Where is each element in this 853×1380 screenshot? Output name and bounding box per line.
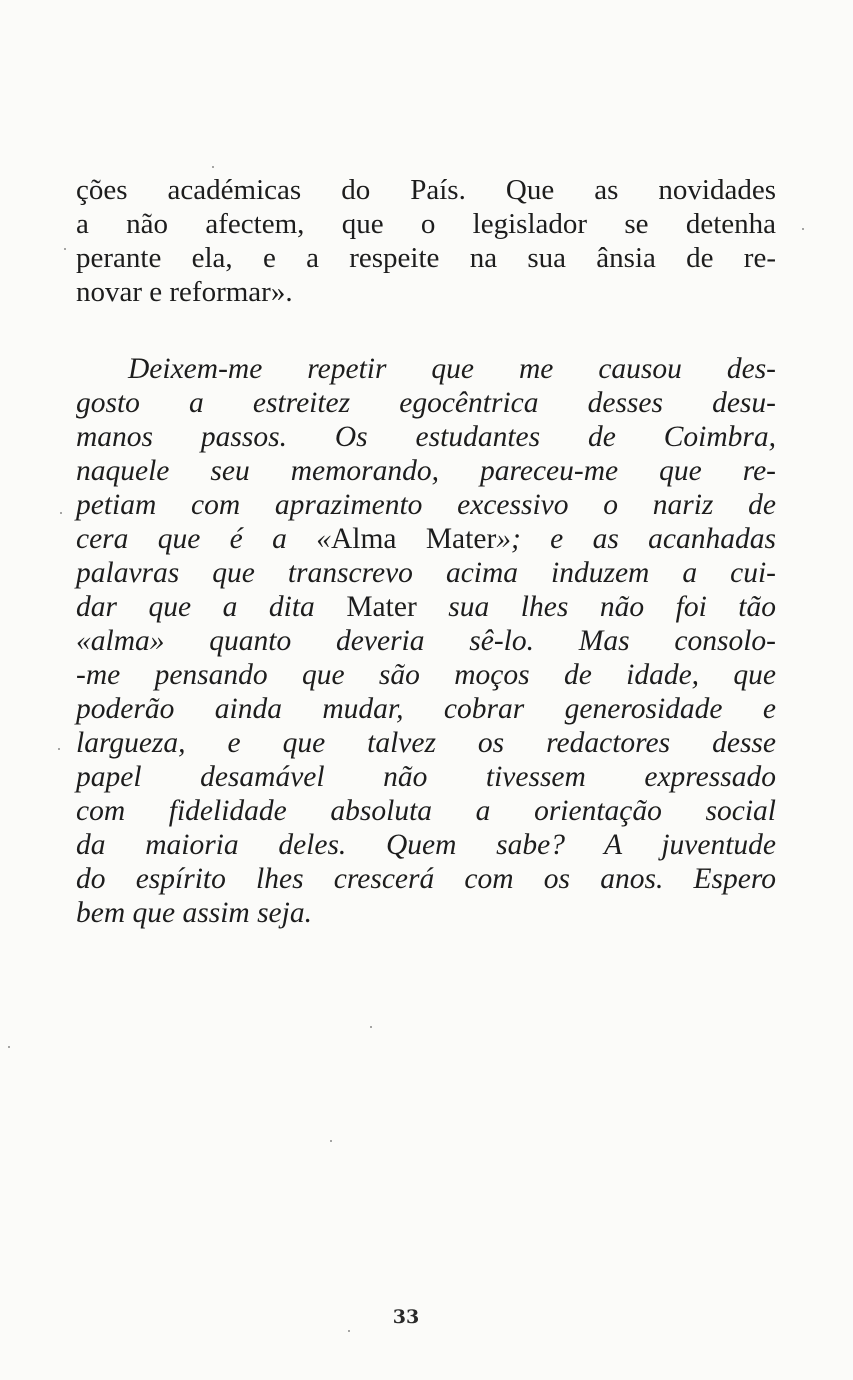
paragraph-line: cera que é a «Alma Mater»; e as acanhadas xyxy=(76,523,776,555)
scan-speck xyxy=(802,228,804,230)
paragraph-line: ções académicas do País. Que as novidades xyxy=(76,174,776,206)
paragraph-line: naquele seu memorando, pareceu-me que re- xyxy=(76,455,776,487)
paragraph-line: -me pensando que são moços de idade, que xyxy=(76,659,776,691)
scan-speck xyxy=(58,748,60,750)
scan-speck xyxy=(348,1330,350,1332)
page-number: 33 xyxy=(392,1306,420,1328)
paragraph-line: manos passos. Os estudantes de Coimbra, xyxy=(76,421,776,453)
scan-speck xyxy=(60,512,62,514)
paragraph-line: papel desamável não tivessem expressado xyxy=(76,761,776,793)
paragraph-line: «alma» quanto deveria sê-lo. Mas consolo- xyxy=(76,625,776,657)
scan-speck xyxy=(212,166,214,168)
scan-speck xyxy=(8,1046,10,1048)
paragraph-line: gosto a estreitez egocêntrica desses desu- xyxy=(76,387,776,419)
paragraph-line: Deixem-me repetir que me causou des- xyxy=(128,353,776,385)
paragraph-line: perante ela, e a respeite na sua ânsia de re- xyxy=(76,242,776,274)
paragraph-2 xyxy=(76,352,776,930)
paragraph-line: dar que a dita Mater sua lhes não foi tão xyxy=(76,591,776,623)
paragraph-line: palavras que transcrevo acima induzem a cui- xyxy=(76,557,776,589)
paragraph-line: petiam com aprazimento excessivo o nariz de xyxy=(76,489,776,521)
paragraph-line: a não afectem, que o legislador se detenha xyxy=(76,208,776,240)
paragraph-line: do espírito lhes crescerá com os anos. Espero xyxy=(76,863,776,895)
scan-speck xyxy=(64,248,66,250)
paragraph-line: bem que assim seja. xyxy=(76,897,312,929)
scan-speck xyxy=(330,1140,332,1142)
upright-word: Alma Mater xyxy=(330,523,497,555)
upright-word: Mater xyxy=(346,591,417,623)
paragraph-line: da maioria deles. Quem sabe? A juventude xyxy=(76,829,776,861)
paragraph-line: largueza, e que talvez os redactores desse xyxy=(76,727,776,759)
paragraph-line: novar e reformar». xyxy=(76,276,293,308)
paragraph-line: com fidelidade absoluta a orientação social xyxy=(76,795,776,827)
paragraph-1 xyxy=(76,173,776,309)
scan-speck xyxy=(370,1026,372,1028)
paragraph-line: poderão ainda mudar, cobrar generosidade e xyxy=(76,693,776,725)
